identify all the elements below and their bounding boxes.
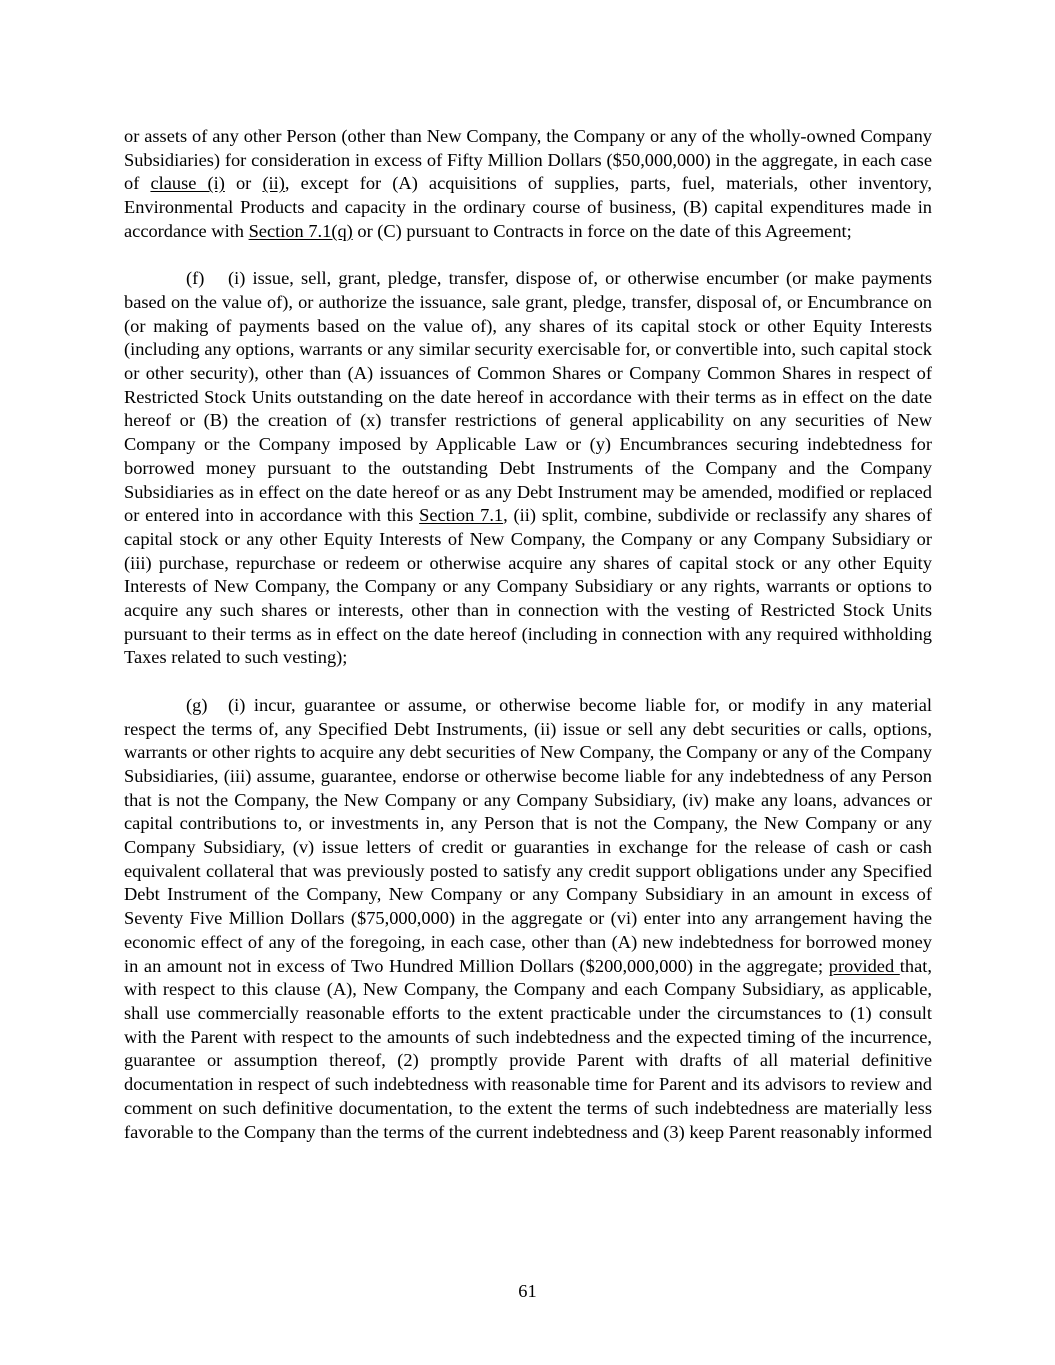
paragraph-label: (g) [186,694,208,715]
cross-reference-section-7-1: Section 7.1 [419,505,504,526]
paragraph-text: or assets of any other Person (other than New Company, the Company or any of the wholly-owned Company Subsidiaries) for consideration in excess of Fifty Million Dollars ($50,000,000) in the aggregate, in each case of [124,126,932,194]
paragraph-text: or (C) pursuant to Contracts in force on the date of this Agreement; [352,220,852,241]
paragraph-text: or [224,173,263,194]
paragraph-text: (i) issue, sell, grant, pledge, transfer, dispose of, or otherwise encumber (or make payments based on the value of), or authorize the issuance, sale grant, pledge, transfer, disposal of, or Encumbrance on (or making of payments based on the value of), any shares of its capital stock or other Equity Interests (including any options, warrants or any similar security exercisable for, or convertible into, such capital stock or other security), other than (A) issuances of Common Shares or Company Common Shares in respect of Restricted Stock Units outstanding on the date hereof in accordance with their terms as in effect on the date hereof or (B) the creation of (x) transfer restrictions of general applicability on any securities of New Company or the Company imposed by Applicable Law or (y) Encumbrances securing indebtedness for borrowed money pursuant to the outstanding Debt Instruments of the Company and the Company Subsidiaries as in effect on the date hereof or as any Debt Instrument may be amended, modified or replaced or entered into in accordance with this [124,268,932,526]
paragraph-continuation [124,125,932,244]
defined-term-provided: provided [828,955,900,976]
paragraph-text: (i) incur, guarantee or assume, or otherwise become liable for, or modify in any material respect the terms of, any Specified Debt Instruments, (ii) issue or sell any debt securities or calls, options, warrants or other rights to acquire any debt securities of New Company, the Company or any of the Company Subsidiaries, (iii) assume, guarantee, endorse or otherwise become liable for any indebtedness of any Person that is not the Company, the New Company or any Company Subsidiary, (iv) make any loans, advances or capital contributions to, or investments in, any Person that is not the Company, the New Company or any Company Subsidiary, (v) issue letters of credit or guaranties in exchange for the release of cash or cash equivalent collateral that was previously posted to satisfy any credit support obligations under any Specified Debt Instrument of the Company, New Company or any Company Subsidiary in an amount in excess of Seventy Five Million Dollars ($75,000,000) in the aggregate or (vi) enter into any arrangement having the economic effect of any of the foregoing, in each case, other than (A) new indebtedness for borrowed money in an amount not in excess of Two Hundred Million Dollars ($200,000,000) in the aggregate; [124,694,932,976]
page-number: 61 [518,1281,537,1301]
paragraph-text: , except for (A) acquisitions of supplies, parts, fuel, materials, other inventory, Environmental Products and capacity in the ordinary course of business, (B) capital expenditures made in accordance with [124,173,933,241]
document-page [124,125,932,1168]
paragraph-label: (f) [186,268,205,289]
cross-reference-clause-ii: (ii) [262,173,285,194]
cross-reference-section-7-1-q: Section 7.1(q) [248,220,353,241]
cross-reference-clause-i: clause (i) [150,173,225,194]
paragraph-g [124,694,932,1144]
paragraph-text: , (ii) split, combine, subdivide or reclassify any shares of capital stock or any other Equity Interests of New Company, the Company or any Company Subsidiary or (iii) purchase, repurchase or redeem or otherwise acquire any shares of capital stock or any other Equity Interests of New Company, the Company or any Company Subsidiary or any rights, warrants or options to acquire any such shares or interests, other than in connection with the vesting of Restricted Stock Units pursuant to their terms as in effect on the date hereof (including in connection with any required withholding Taxes related to such vesting); [124,505,932,668]
paragraph-text: that, with respect to this clause (A), New Company, the Company and each Company Subsidiary, as applicable, shall use commercially reasonable efforts to the extent practicable under the circumstances to (1) consult with the Parent with respect to the amounts of such indebtedness and the expected timing of the incurrence, guarantee or assumption thereof, (2) promptly provide Parent with drafts of all material definitive documentation in respect of such indebtedness with reasonable time for Parent and its advisors to review and comment on such definitive documentation, to the extent the terms of such indebtedness are materially less favorable to the Company than the terms of the current indebtedness and (3) keep Parent reasonably informed [124,955,932,1142]
paragraph-f [124,267,932,670]
